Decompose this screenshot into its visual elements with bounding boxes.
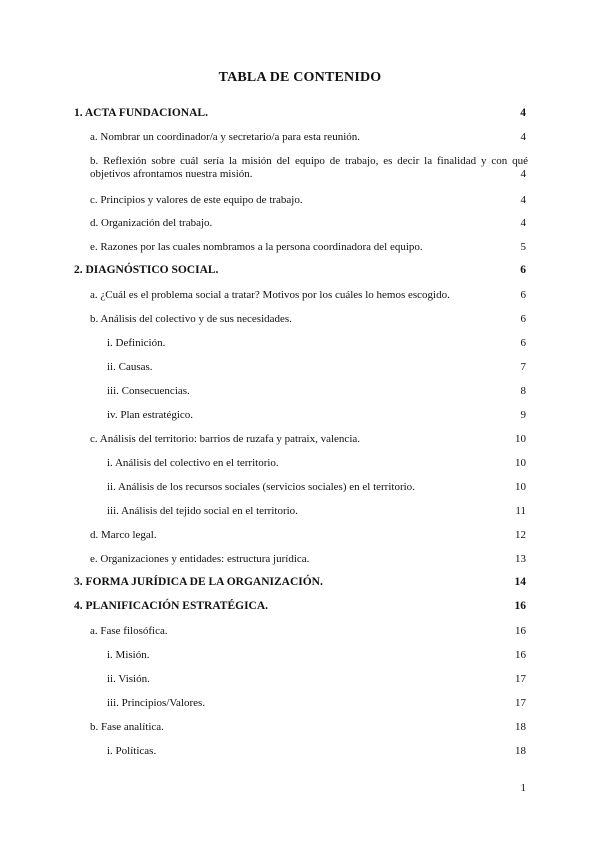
toc-entry-page: 4	[520, 194, 526, 206]
toc-entry-page: 18	[515, 745, 526, 757]
toc-entry-label: a. Nombrar un coordinador/a y secretario/a para esta reunión.	[90, 131, 360, 143]
toc-entry-page: 4	[520, 107, 526, 119]
toc-entry-page: 18	[515, 721, 526, 733]
toc-entry-label: i. Análisis del colectivo en el territorio.	[107, 457, 279, 469]
toc-entry-page: 4	[520, 217, 526, 229]
toc-entry-label: ii. Análisis de los recursos sociales (servicios sociales) en el territorio.	[107, 481, 415, 493]
toc-entry-page: 9	[520, 409, 526, 421]
toc-entry-label: b. Fase analítica.	[90, 721, 164, 733]
toc-entry-label: e. Organizaciones y entidades: estructura jurídica.	[90, 553, 310, 565]
toc-entry-label: iii. Consecuencias.	[107, 385, 190, 397]
toc-entry-page: 6	[520, 313, 526, 325]
page-number: 1	[520, 782, 526, 794]
toc-entry-label: c. Análisis del territorio: barrios de ruzafa y patraix, valencia.	[90, 433, 361, 445]
toc-entry-label: a. ¿Cuál es el problema social a tratar? Motivos por los cuáles lo hemos escogido.	[90, 289, 450, 301]
page-title: TABLA DE CONTENIDO	[218, 70, 382, 85]
toc-entry-label: iv. Plan estratégico.	[107, 409, 194, 421]
toc-entry-page: 4	[520, 168, 526, 180]
toc-entry-page: 16	[514, 600, 526, 612]
toc-entry-page: 11	[515, 505, 526, 517]
toc-entry-label: i. Políticas.	[107, 745, 157, 757]
toc-entry-label: 2. DIAGNÓSTICO SOCIAL.	[74, 264, 219, 276]
toc-entry-label: i. Misión.	[107, 649, 150, 661]
toc-entry-label: b. Análisis del colectivo y de sus necesidades.	[90, 313, 292, 325]
toc-entry-label: iii. Análisis del tejido social en el territorio.	[107, 505, 298, 517]
toc-entry-page: 6	[520, 289, 526, 301]
toc-entry-label: b. Reflexión sobre cuál sería la misión del equipo de trabajo, es decir la finalidad y con qué objetivos afrontamos nuestra misión.	[90, 155, 528, 180]
toc-entry-page: 6	[520, 337, 526, 349]
toc-entry-page: 17	[515, 673, 526, 685]
toc-entry-page: 16	[515, 625, 526, 637]
toc-entry-page: 14	[514, 576, 526, 588]
toc-entry-page: 6	[520, 264, 526, 276]
toc-entry-label: c. Principios y valores de este equipo de trabajo.	[90, 194, 303, 206]
toc-entry-page: 4	[520, 131, 526, 143]
toc-entry-page: 12	[515, 529, 526, 541]
toc-entry-page: 8	[520, 385, 526, 397]
toc-entry-page: 17	[515, 697, 526, 709]
toc-entry-page: 13	[515, 553, 526, 565]
toc-entry-label: ii. Visión.	[107, 673, 150, 685]
toc-entry-label: d. Organización del trabajo.	[90, 217, 213, 229]
toc-entry-label: 4. PLANIFICACIÓN ESTRATÉGICA.	[74, 600, 269, 612]
toc-entry-label: i. Definición.	[107, 337, 166, 349]
toc-entry-page: 10	[515, 433, 526, 445]
toc-entry-page: 10	[515, 457, 526, 469]
toc-entry-page: 16	[515, 649, 526, 661]
toc-entry-page: 7	[520, 361, 526, 373]
toc-entry-label: a. Fase filosófica.	[90, 625, 168, 637]
toc-entry-label: e. Razones por las cuales nombramos a la persona coordinadora del equipo.	[90, 241, 423, 253]
toc-entry-page: 10	[515, 481, 526, 493]
toc-entry-label: 3. FORMA JURÍDICA DE LA ORGANIZACIÓN.	[74, 576, 323, 588]
toc-entry-label: iii. Principios/Valores.	[107, 697, 206, 709]
toc-entry-label: d. Marco legal.	[90, 529, 157, 541]
toc-entry-label: ii. Causas.	[107, 361, 153, 373]
toc-entry-page: 5	[520, 241, 526, 253]
toc-entry-label: 1. ACTA FUNDACIONAL.	[74, 107, 208, 119]
